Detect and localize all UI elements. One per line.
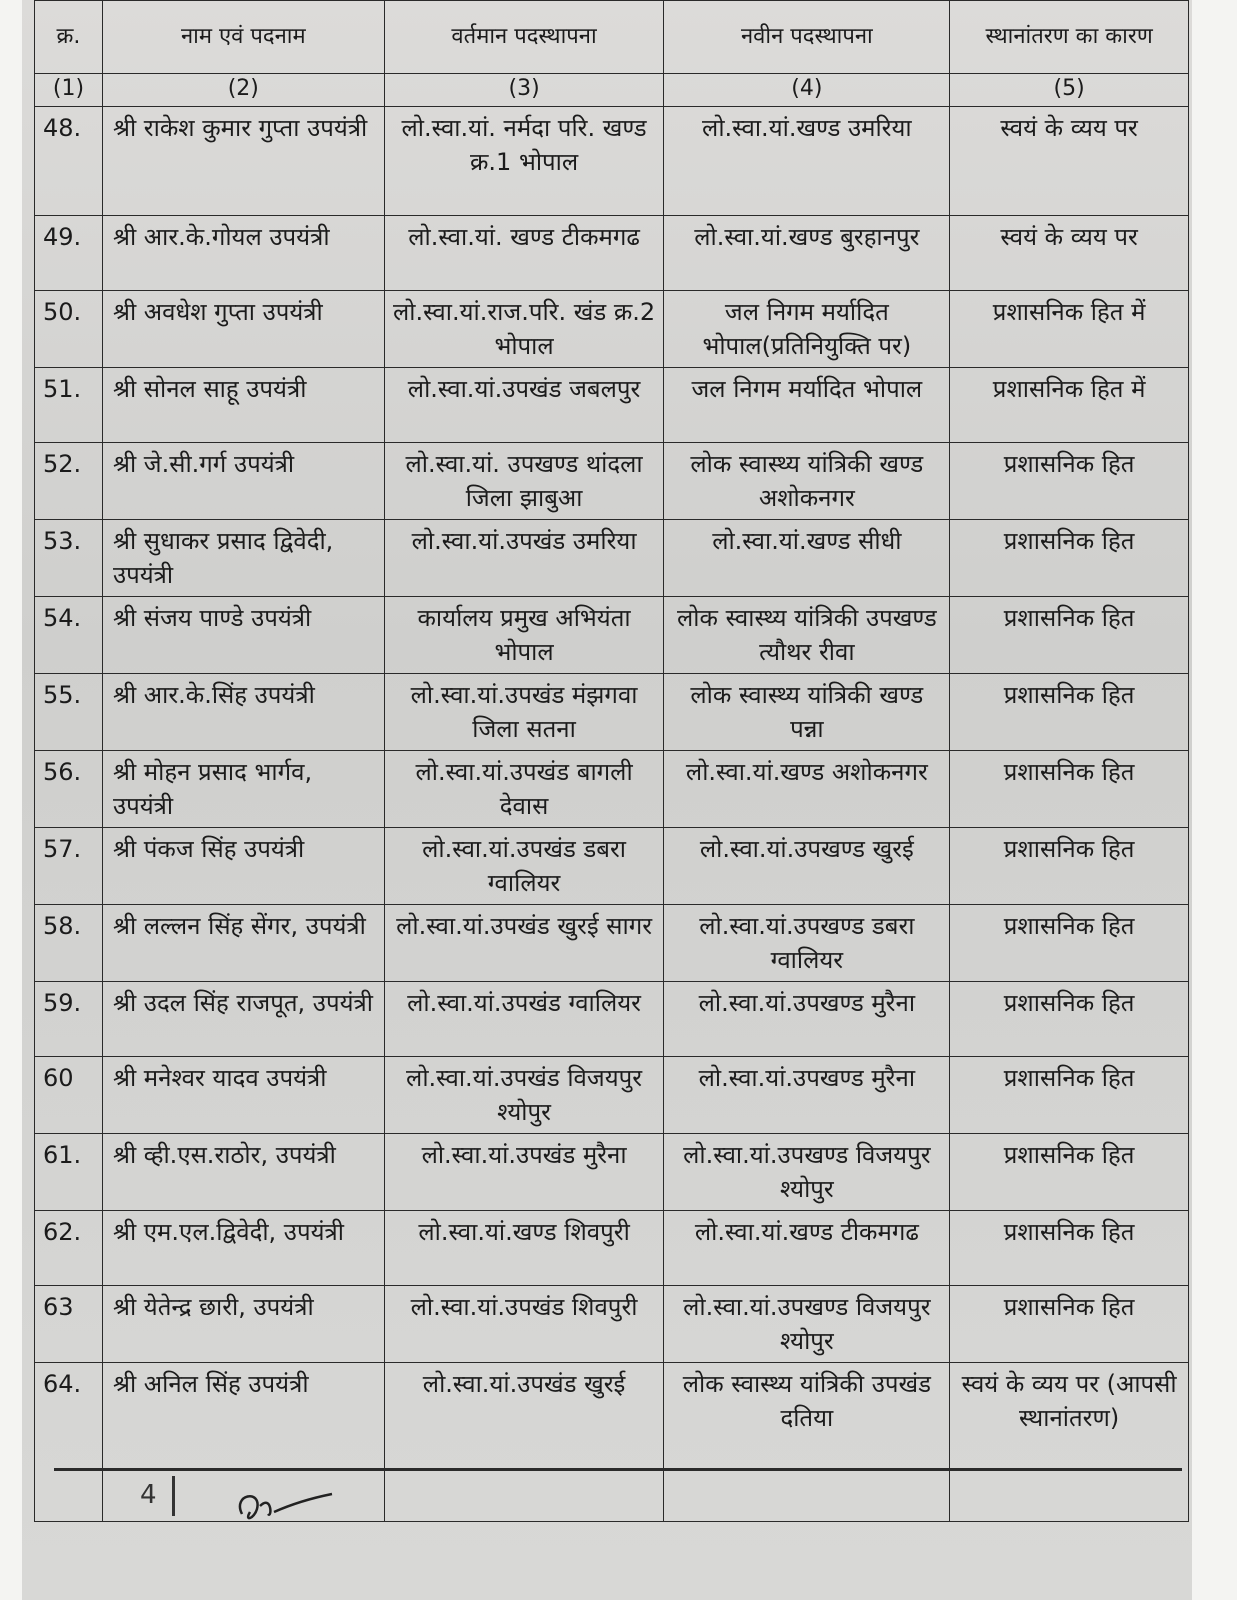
serial-number-cell: 55. (35, 674, 103, 751)
page-margin-left (0, 0, 22, 1600)
reason-cell: प्रशासनिक हित (950, 1134, 1189, 1211)
column-number-row (35, 74, 1189, 107)
current-posting-cell: लो.स्वा.यां.उपखंड मुरैना (384, 1134, 664, 1211)
table-row (35, 1211, 1189, 1286)
page-number-divider (172, 1476, 175, 1516)
reason-cell: स्वयं के व्यय पर (950, 216, 1189, 291)
table-row (35, 1363, 1189, 1522)
serial-number-cell: 56. (35, 751, 103, 828)
serial-number-cell: 51. (35, 368, 103, 443)
table-row (35, 982, 1189, 1057)
new-posting-cell: लो.स्वा.यां.खण्ड अशोकनगर (664, 751, 950, 828)
serial-number-cell: 59. (35, 982, 103, 1057)
table-body (35, 107, 1189, 1522)
current-posting-cell: लो.स्वा.यां. खण्ड टीकमगढ (384, 216, 664, 291)
serial-number-cell: 61. (35, 1134, 103, 1211)
name-cell: श्री आर.के.सिंह उपयंत्री (102, 674, 384, 751)
name-cell: श्री पंकज सिंह उपयंत्री (102, 828, 384, 905)
name-cell: श्री उदल सिंह राजपूत, उपयंत्री (102, 982, 384, 1057)
current-posting-cell: लो.स्वा.यां.उपखंड बागली देवास (384, 751, 664, 828)
reason-cell: प्रशासनिक हित (950, 905, 1189, 982)
reason-cell: प्रशासनिक हित (950, 1057, 1189, 1134)
reason-cell: प्रशासनिक हित में (950, 291, 1189, 368)
current-posting-cell: लो.स्वा.यां.उपखंड ग्वालियर (384, 982, 664, 1057)
page-margin-right (1192, 0, 1237, 1600)
document-page (22, 0, 1192, 1600)
current-posting-cell: लो.स्वा.यां.उपखंड खुरई (384, 1363, 664, 1522)
new-posting-cell: लो.स्वा.यां.उपखण्ड मुरैना (664, 982, 950, 1057)
new-posting-cell: जल निगम मर्यादित भोपाल (664, 368, 950, 443)
current-posting-cell: लो.स्वा.यां.उपखंड जबलपुर (384, 368, 664, 443)
table-row (35, 520, 1189, 597)
current-posting-cell: लो.स्वा.यां.उपखंड खुरई सागर (384, 905, 664, 982)
header-new: नवीन पदस्थापना (664, 1, 950, 74)
new-posting-cell: लो.स्वा.यां.खण्ड उमरिया (664, 107, 950, 216)
reason-cell: प्रशासनिक हित (950, 751, 1189, 828)
current-posting-cell: लो.स्वा.यां. नर्मदा परि. खण्ड क्र.1 भोपाल (384, 107, 664, 216)
new-posting-cell: लोक स्वास्थ्य यांत्रिकी खण्ड अशोकनगर (664, 443, 950, 520)
name-cell: श्री सोनल साहू उपयंत्री (102, 368, 384, 443)
reason-cell: प्रशासनिक हित (950, 443, 1189, 520)
new-posting-cell: लो.स्वा.यां.उपखण्ड विजयपुर श्योपुर (664, 1286, 950, 1363)
table-row (35, 443, 1189, 520)
header-reason: स्थानांतरण का कारण (950, 1, 1189, 74)
reason-cell: प्रशासनिक हित (950, 597, 1189, 674)
table-row (35, 291, 1189, 368)
name-cell: श्री जे.सी.गर्ग उपयंत्री (102, 443, 384, 520)
current-posting-cell: लो.स्वा.यां.राज.परि. खंड क्र.2 भोपाल (384, 291, 664, 368)
new-posting-cell: लोक स्वास्थ्य यांत्रिकी उपखंड दतिया (664, 1363, 950, 1522)
signature-mark (232, 1484, 342, 1534)
new-posting-cell: जल निगम मर्यादित भोपाल(प्रतिनियुक्ति पर) (664, 291, 950, 368)
new-posting-cell: लो.स्वा.यां.खण्ड सीधी (664, 520, 950, 597)
name-cell: श्री अवधेश गुप्ता उपयंत्री (102, 291, 384, 368)
serial-number-cell: 48. (35, 107, 103, 216)
serial-number-cell: 49. (35, 216, 103, 291)
column-number: (1) (35, 74, 103, 107)
transfer-table (34, 0, 1189, 1522)
serial-number-cell: 64. (35, 1363, 103, 1522)
name-cell: श्री आर.के.गोयल उपयंत्री (102, 216, 384, 291)
current-posting-cell: लो.स्वा.यां.उपखंड मंझगवा जिला सतना (384, 674, 664, 751)
reason-cell: स्वयं के व्यय पर (950, 107, 1189, 216)
table-row (35, 828, 1189, 905)
name-cell: श्री येतेन्द्र छारी, उपयंत्री (102, 1286, 384, 1363)
name-cell: श्री लल्लन सिंह सेंगर, उपयंत्री (102, 905, 384, 982)
table-row (35, 368, 1189, 443)
table-row (35, 1286, 1189, 1363)
reason-cell: प्रशासनिक हित (950, 674, 1189, 751)
serial-number-cell: 60 (35, 1057, 103, 1134)
header-row (35, 1, 1189, 74)
serial-number-cell: 57. (35, 828, 103, 905)
current-posting-cell: लो.स्वा.यां.उपखंड उमरिया (384, 520, 664, 597)
name-cell: श्री मनेश्वर यादव उपयंत्री (102, 1057, 384, 1134)
column-number: (3) (384, 74, 664, 107)
new-posting-cell: लो.स्वा.यां.उपखण्ड खुरई (664, 828, 950, 905)
serial-number-cell: 50. (35, 291, 103, 368)
serial-number-cell: 53. (35, 520, 103, 597)
header-current: वर्तमान पदस्थापना (384, 1, 664, 74)
table-row (35, 216, 1189, 291)
table-row (35, 1057, 1189, 1134)
table-row (35, 107, 1189, 216)
serial-number-cell: 58. (35, 905, 103, 982)
current-posting-cell: कार्यालय प्रमुख अभियंता भोपाल (384, 597, 664, 674)
header-sn: क्र. (35, 1, 103, 74)
serial-number-cell: 63 (35, 1286, 103, 1363)
table-row (35, 751, 1189, 828)
new-posting-cell: लो.स्वा.यां.खण्ड टीकमगढ (664, 1211, 950, 1286)
current-posting-cell: लो.स्वा.यां.उपखंड शिवपुरी (384, 1286, 664, 1363)
current-posting-cell: लो.स्वा.यां.उपखंड डबरा ग्वालियर (384, 828, 664, 905)
new-posting-cell: लो.स्वा.यां.खण्ड बुरहानपुर (664, 216, 950, 291)
name-cell: श्री राकेश कुमार गुप्ता उपयंत्री (102, 107, 384, 216)
column-number: (2) (102, 74, 384, 107)
column-number: (4) (664, 74, 950, 107)
page-number: 4 (140, 1480, 157, 1510)
current-posting-cell: लो.स्वा.यां.खण्ड शिवपुरी (384, 1211, 664, 1286)
new-posting-cell: लोक स्वास्थ्य यांत्रिकी खण्ड पन्ना (664, 674, 950, 751)
name-cell: श्री संजय पाण्डे उपयंत्री (102, 597, 384, 674)
new-posting-cell: लो.स्वा.यां.उपखण्ड विजयपुर श्योपुर (664, 1134, 950, 1211)
reason-cell: प्रशासनिक हित में (950, 368, 1189, 443)
reason-cell: प्रशासनिक हित (950, 982, 1189, 1057)
table-row (35, 905, 1189, 982)
header-name: नाम एवं पदनाम (102, 1, 384, 74)
table-row (35, 674, 1189, 751)
footer-rule (54, 1468, 1182, 1471)
name-cell: श्री अनिल सिंह उपयंत्री (102, 1363, 384, 1522)
reason-cell: प्रशासनिक हित (950, 1286, 1189, 1363)
current-posting-cell: लो.स्वा.यां.उपखंड विजयपुर श्योपुर (384, 1057, 664, 1134)
new-posting-cell: लो.स्वा.यां.उपखण्ड डबरा ग्वालियर (664, 905, 950, 982)
reason-cell: प्रशासनिक हित (950, 1211, 1189, 1286)
serial-number-cell: 54. (35, 597, 103, 674)
reason-cell: प्रशासनिक हित (950, 520, 1189, 597)
name-cell: श्री मोहन प्रसाद भार्गव, उपयंत्री (102, 751, 384, 828)
new-posting-cell: लो.स्वा.यां.उपखण्ड मुरैना (664, 1057, 950, 1134)
reason-cell: स्वयं के व्यय पर (आपसी स्थानांतरण) (950, 1363, 1189, 1522)
name-cell: श्री एम.एल.द्विवेदी, उपयंत्री (102, 1211, 384, 1286)
name-cell: श्री व्ही.एस.राठोर, उपयंत्री (102, 1134, 384, 1211)
current-posting-cell: लो.स्वा.यां. उपखण्ड थांदला जिला झाबुआ (384, 443, 664, 520)
reason-cell: प्रशासनिक हित (950, 828, 1189, 905)
new-posting-cell: लोक स्वास्थ्य यांत्रिकी उपखण्ड त्यौथर रीवा (664, 597, 950, 674)
table-row (35, 1134, 1189, 1211)
serial-number-cell: 52. (35, 443, 103, 520)
serial-number-cell: 62. (35, 1211, 103, 1286)
name-cell: श्री सुधाकर प्रसाद द्विवेदी, उपयंत्री (102, 520, 384, 597)
column-number: (5) (950, 74, 1189, 107)
table-row (35, 597, 1189, 674)
